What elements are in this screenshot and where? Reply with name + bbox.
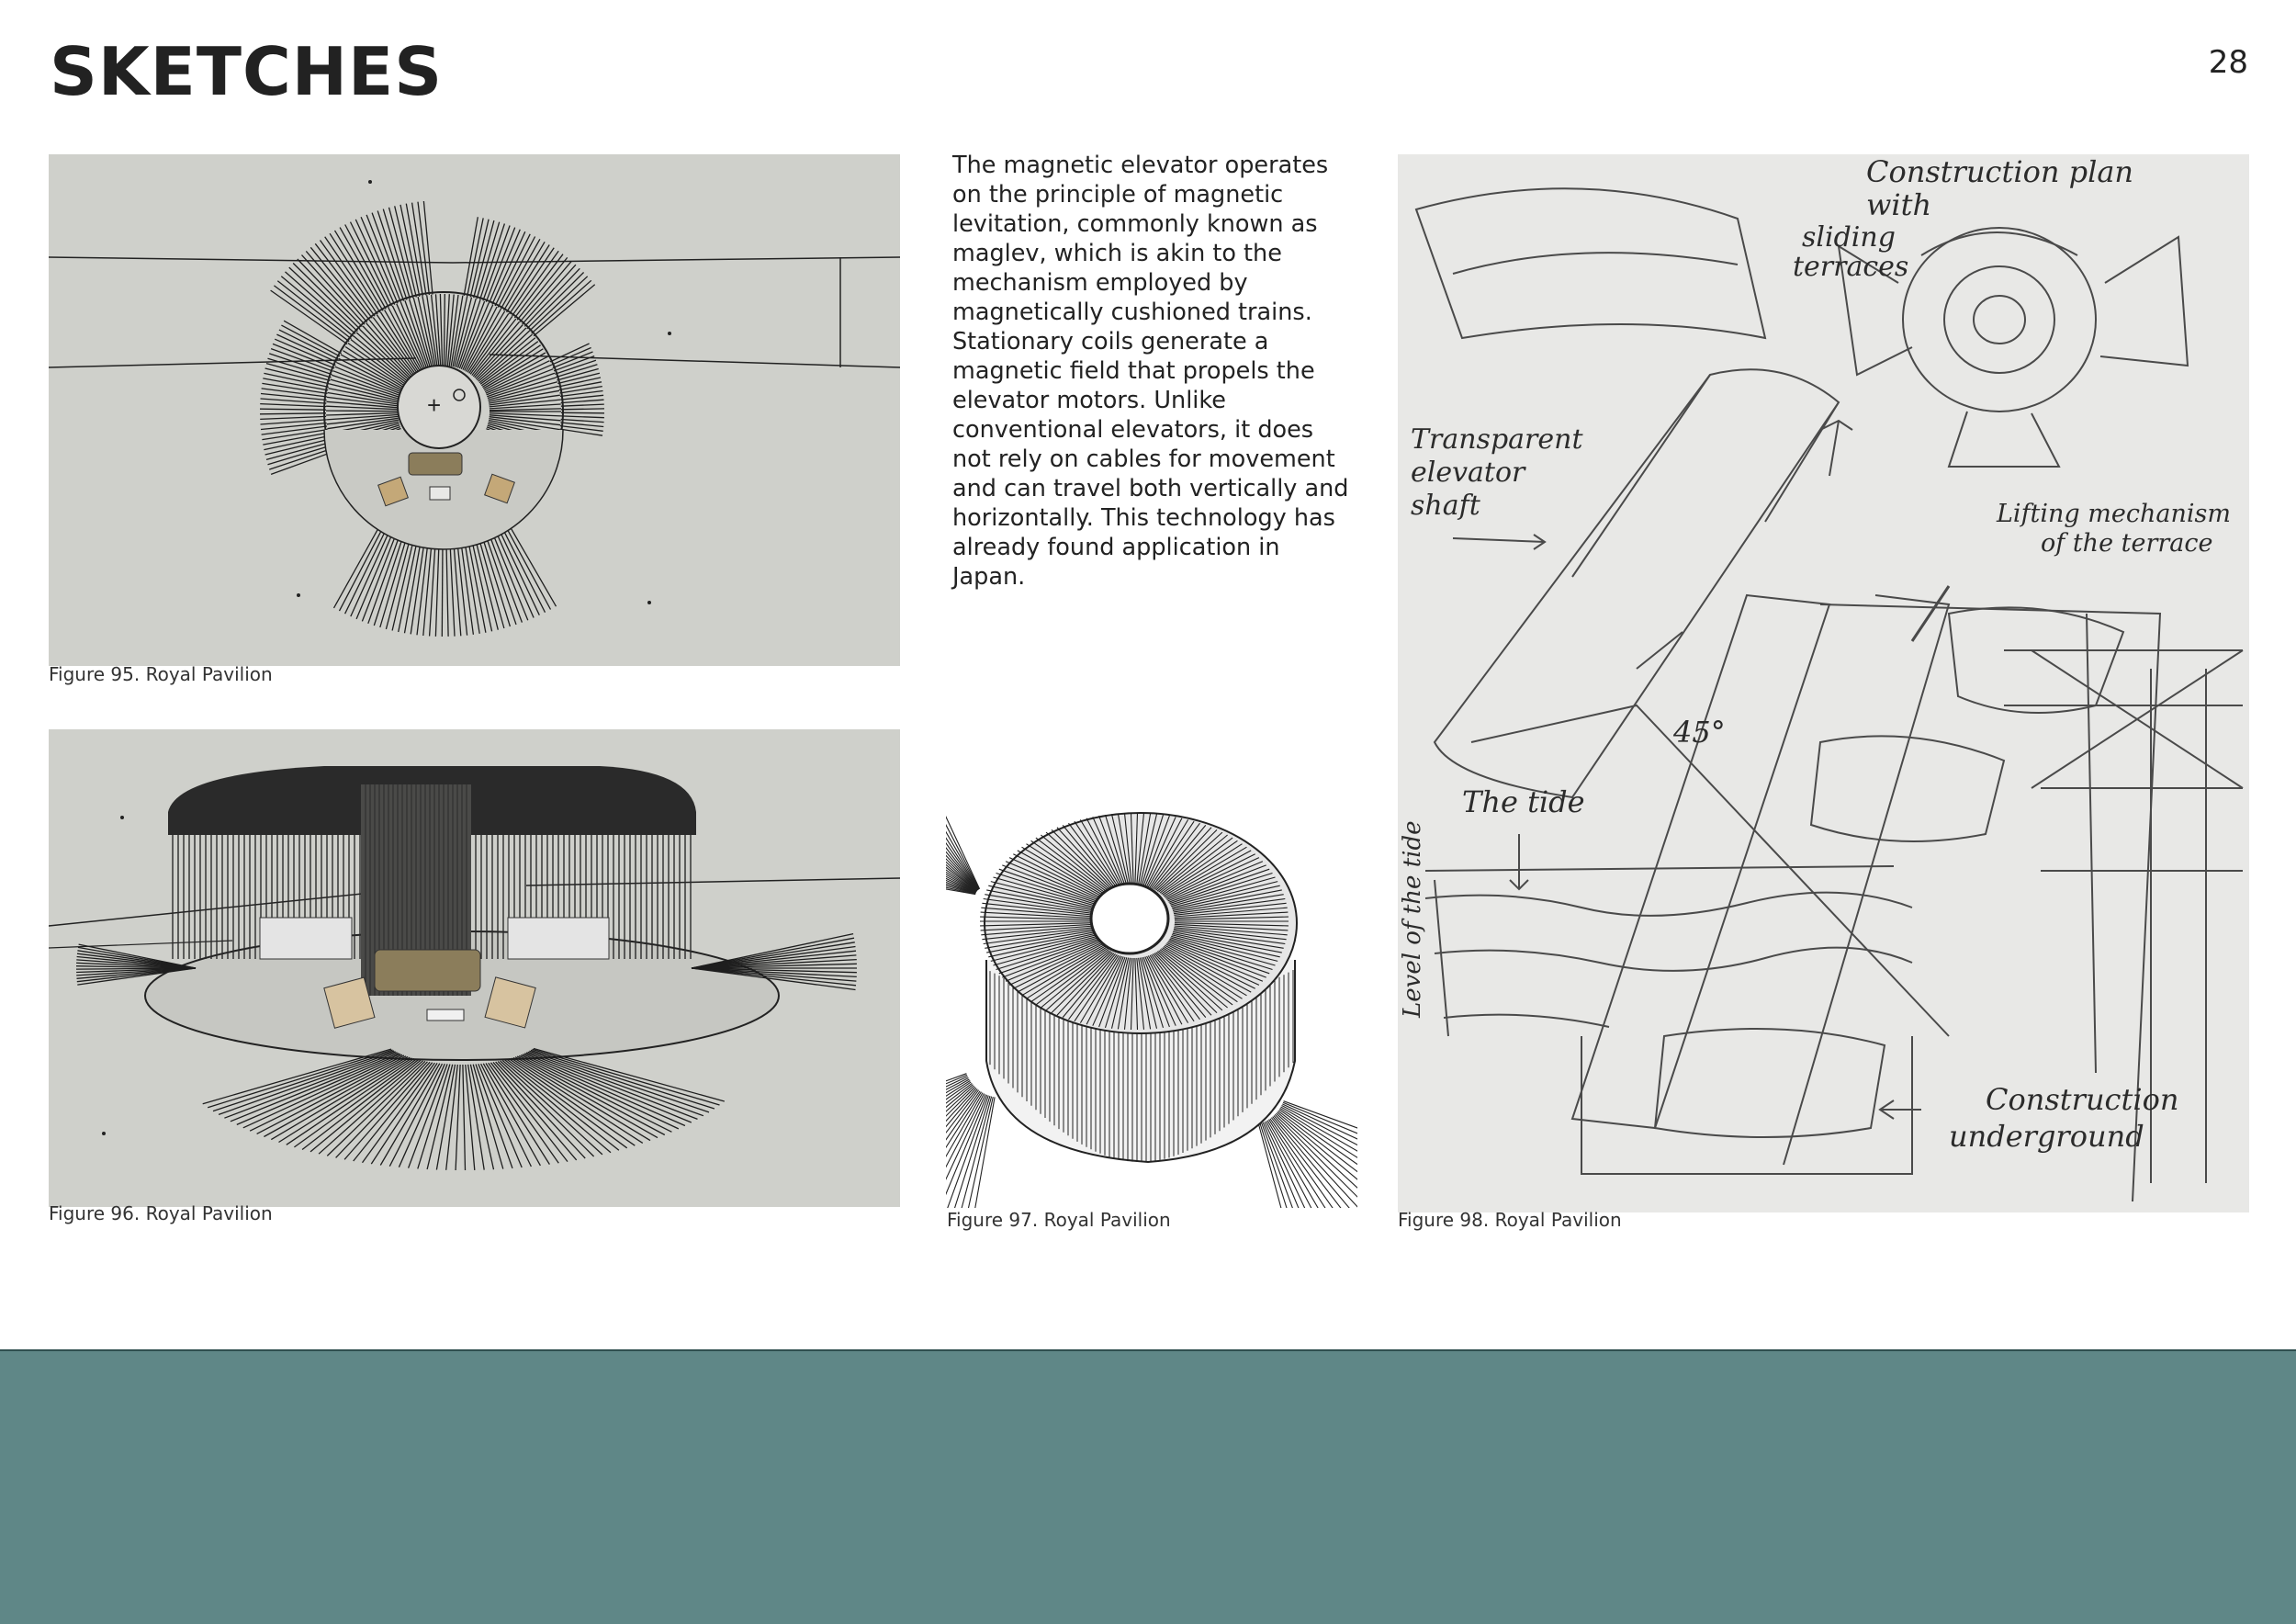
figure-98-caption: Figure 98. Royal Pavilion — [1398, 1209, 1622, 1231]
svg-text:+: + — [427, 391, 442, 419]
sketch-note-tide: The tide — [1462, 784, 1585, 819]
page-number: 28 — [2208, 44, 2248, 81]
sketch-note-angle: 45° — [1673, 715, 1726, 750]
figure-96-image — [49, 729, 900, 1207]
sketch-note-transparent-2: elevator — [1411, 457, 1525, 489]
sketch-note-transparent-3: shaft — [1411, 490, 1480, 522]
sketch-note-lifting-2: of the terrace — [2041, 529, 2213, 558]
figure-97-image — [946, 785, 1357, 1208]
figure-96-caption: Figure 96. Royal Pavilion — [49, 1202, 273, 1224]
figure-95-image — [49, 154, 900, 666]
sketch-note-construction-underground-2: underground — [1949, 1119, 2144, 1154]
sketch-note-construction-plan-1: Construction plan — [1866, 154, 2134, 189]
page-title: SKETCHES — [50, 33, 444, 110]
sketch-note-construction-plan-3: sliding — [1802, 221, 1896, 254]
figure-95-caption: Figure 95. Royal Pavilion — [49, 663, 273, 685]
sketch-note-lifting-1: Lifting mechanism — [1997, 500, 2231, 528]
footer-band — [0, 1349, 2296, 1624]
sketch-note-transparent-1: Transparent — [1411, 423, 1583, 456]
figure-97-caption: Figure 97. Royal Pavilion — [947, 1209, 1171, 1231]
body-text: The magnetic elevator operates on the principle of magnetic levitation, commonly known as maglev, which is akin to the mechanism employed by magnetically cushioned trains. Stationary coils generate a magnetic field that propels the elevator motors. Unlike conventional elevators, it does not rely on cables for movement and can travel both vertically and horizontally. This technology has already found application in Japan. — [952, 152, 1349, 591]
sketch-note-construction-plan-2: with — [1866, 187, 1932, 222]
sketch-note-level-of-tide: Level of the tide — [1399, 820, 1426, 1018]
sketch-note-construction-plan-4: terraces — [1793, 251, 1909, 283]
figure-98-sketch — [1398, 154, 2249, 1212]
sketch-note-construction-underground-1: Construction — [1986, 1082, 2179, 1117]
